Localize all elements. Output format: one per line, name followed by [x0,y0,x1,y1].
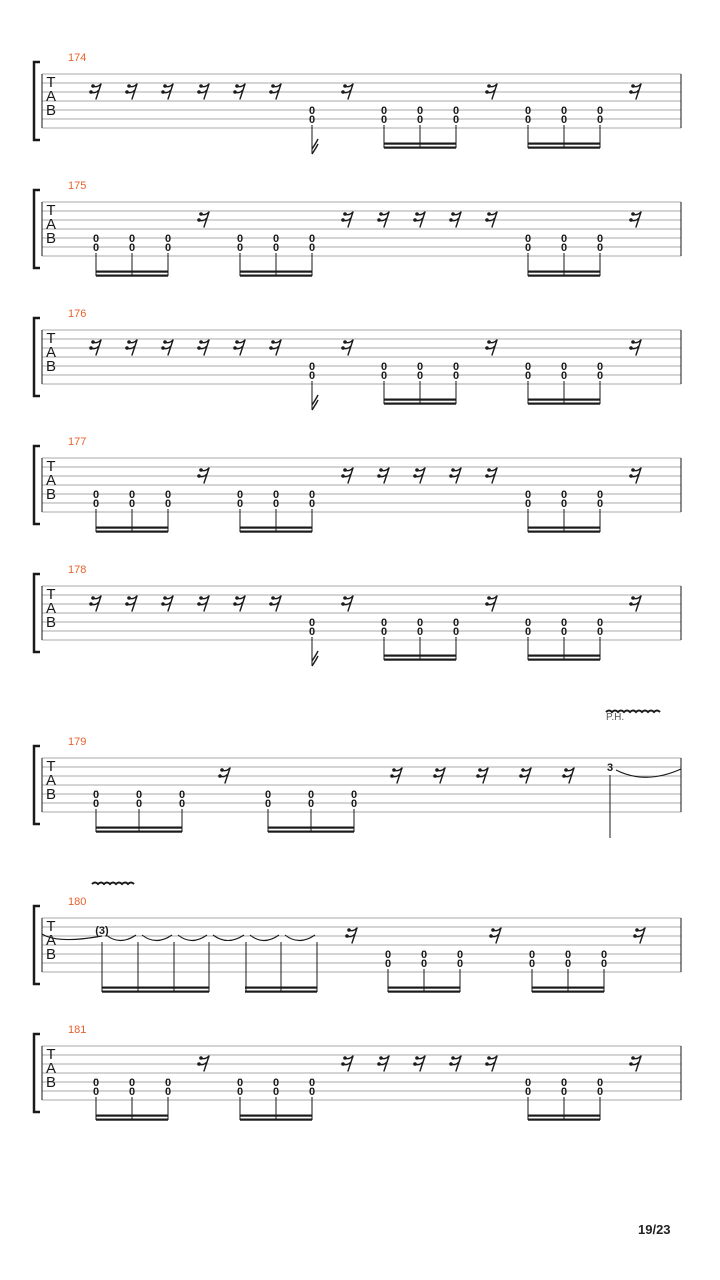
tab-clef-letter: A [45,1060,57,1077]
fret-number: 0 [560,489,568,501]
fret-number: 0 [560,370,568,382]
measure-number: 181 [68,1024,87,1036]
fret-number: 0 [164,1077,172,1089]
fret-number: 0 [452,370,460,382]
beam [528,527,600,529]
fret-number: 0 [308,626,316,638]
fret-number: 0 [307,798,315,810]
fret-number: 0 [307,789,315,801]
beam [528,399,600,401]
fret-number: 0 [264,798,272,810]
beam [532,987,604,989]
fret-number: 0 [524,1086,532,1098]
fret-number: 0 [524,1077,532,1089]
beam [528,655,600,657]
beam [96,831,182,833]
fret-number: 0 [92,789,100,801]
tab-clef-letter: T [46,330,56,347]
fret-number: 0 [236,498,244,510]
fret-number: 0 [380,361,388,373]
fret-number: 0 [272,1077,280,1089]
fret-number: 0 [560,1086,568,1098]
fret-number: 0 [308,114,316,126]
fret-number: 0 [380,114,388,126]
fret-number: 0 [178,798,186,810]
fret-number: 0 [596,114,604,126]
fret-number: 0 [416,114,424,126]
fret-number: 0 [380,626,388,638]
fret-number: 0 [600,958,608,970]
beam [240,531,312,533]
beam [384,403,456,405]
beam [102,987,209,989]
tab-clef-letter: B [45,230,57,247]
tab-clef-letter: A [45,472,57,489]
tab-clef-letter: T [46,458,56,475]
beam [102,991,209,993]
fret-number: 0 [384,958,392,970]
fret-number: 0 [416,617,424,629]
fret-number: 0 [560,233,568,245]
beam [96,271,168,273]
fret-number: 0 [452,105,460,117]
beam [96,275,168,277]
fret-number: 0 [416,361,424,373]
fret-number: 0 [420,958,428,970]
tab-clef-letter: A [45,932,57,949]
beam [532,991,604,993]
beam [96,531,168,533]
beam [388,991,460,993]
measure-number: 175 [68,180,87,192]
vibrato-line [92,883,134,885]
tab-clef-letter: A [45,216,57,233]
tab-clef-letter: T [46,1046,56,1063]
fret-number: 0 [164,498,172,510]
fret-number: 0 [308,489,316,501]
fret-number: 0 [264,789,272,801]
fret-number: 0 [600,949,608,961]
fret-number: 0 [560,114,568,126]
fret-number: 0 [135,798,143,810]
tab-clef-letter: B [45,102,57,119]
fret-number: 0 [524,114,532,126]
tab-clef-letter: A [45,88,57,105]
beam [240,1119,312,1121]
fret-number: 0 [308,1086,316,1098]
fret-number: 0 [564,958,572,970]
fret-number: 0 [164,489,172,501]
page-number: 19/23 [638,1222,671,1237]
fret-number: 0 [135,789,143,801]
tab-clef-letter: A [45,344,57,361]
fret-number: 0 [236,1086,244,1098]
beam [528,271,600,273]
fret-number: 0 [380,617,388,629]
beam [384,399,456,401]
beam [528,147,600,149]
fret-number: 0 [92,242,100,254]
beam [384,143,456,145]
fret-number: 0 [128,1077,136,1089]
note-flag [312,395,318,410]
fret-number: 0 [416,105,424,117]
fret-number: 0 [596,617,604,629]
fret-number: 0 [596,361,604,373]
beam [528,659,600,661]
system-bracket [34,318,40,396]
measure-number: 180 [68,896,87,908]
fret-number: 0 [164,242,172,254]
system-bracket [34,906,40,984]
tab-clef-letter: B [45,946,57,963]
fret-number: 0 [92,1086,100,1098]
fret-number: 0 [456,958,464,970]
beam [528,1115,600,1117]
fret-number: 0 [560,105,568,117]
fret-number: 0 [528,958,536,970]
fret-number: 0 [236,1077,244,1089]
beam [245,991,317,993]
fret-number: 0 [524,489,532,501]
fret-number: 0 [416,370,424,382]
tab-clef-letter: B [45,614,57,631]
beam [240,271,312,273]
tab-clef-letter: A [45,600,57,617]
fret-number: 0 [560,242,568,254]
fret-number: 0 [164,1086,172,1098]
note-flag [312,139,318,154]
fret-number: 0 [416,626,424,638]
beam [384,147,456,149]
beam [384,655,456,657]
fret-number: 0 [236,233,244,245]
fret-number: 0 [272,489,280,501]
beam [96,1115,168,1117]
fret-number: 0 [452,361,460,373]
fret-number: 0 [308,498,316,510]
beam [528,275,600,277]
fret-number: 0 [596,370,604,382]
fret-number: 0 [308,1077,316,1089]
tab-clef-letter: T [46,758,56,775]
fret-number: 0 [92,1077,100,1089]
fret-number: 0 [560,1077,568,1089]
fret-number: 0 [350,789,358,801]
fret-number: 0 [350,798,358,810]
tab-clef-letter: T [46,918,56,935]
system-bracket [34,746,40,824]
system-bracket [34,190,40,268]
fret-number: 0 [272,498,280,510]
fret-number: 0 [272,233,280,245]
measure-number: 179 [68,736,87,748]
fret-number: 0 [524,233,532,245]
fret-number: 0 [92,233,100,245]
fret-number: 0 [596,233,604,245]
fret-number: 0 [308,617,316,629]
beam [268,827,354,829]
fret-number: 0 [128,233,136,245]
fret-number: 0 [524,105,532,117]
fret-number: 0 [524,626,532,638]
beam [245,987,317,989]
fret-number: 0 [452,114,460,126]
tab-clef-letter: B [45,486,57,503]
fret-number: 0 [92,489,100,501]
measure-number: 177 [68,436,87,448]
tab-clef-letter: T [46,202,56,219]
fret-number: 0 [308,105,316,117]
palm-harmonic-label: P.H. [606,712,625,723]
system-bracket [34,574,40,652]
beam [384,659,456,661]
fret-number: 0 [128,242,136,254]
system-bracket [34,1034,40,1112]
fret-number: 0 [92,498,100,510]
system-bracket [34,446,40,524]
tab-clef-letter: T [46,74,56,91]
fret-number: 0 [308,370,316,382]
measure-number: 174 [68,52,87,64]
beam [528,531,600,533]
fret-number: 0 [308,361,316,373]
beam [240,275,312,277]
fret-number: 0 [452,626,460,638]
fret-number: 0 [236,242,244,254]
fret-number: 3 [606,762,614,774]
fret-number: 0 [524,498,532,510]
fret-number: 0 [308,242,316,254]
fret-number: 0 [308,233,316,245]
fret-number: 0 [380,370,388,382]
note-flag [312,651,318,666]
fret-number: 0 [456,949,464,961]
tab-clef-letter: B [45,1074,57,1091]
fret-number: 0 [560,617,568,629]
beam [268,831,354,833]
beam [528,403,600,405]
measure-number: 176 [68,308,87,320]
fret-number: 0 [384,949,392,961]
fret-number: 0 [560,626,568,638]
fret-number: 0 [128,489,136,501]
fret-number: 0 [164,233,172,245]
tab-clef-letter: A [45,772,57,789]
fret-number: 0 [92,798,100,810]
fret-number: 0 [524,617,532,629]
beam [528,1119,600,1121]
beam [388,987,460,989]
fret-number: 0 [236,489,244,501]
beam [96,1119,168,1121]
beam [528,143,600,145]
fret-number: 0 [272,242,280,254]
beam [240,527,312,529]
fret-number: 0 [380,105,388,117]
system-bracket [34,62,40,140]
fret-number: 0 [564,949,572,961]
beam [240,1115,312,1117]
beam [96,527,168,529]
fret-number: 0 [596,1086,604,1098]
fret-number: 0 [452,617,460,629]
fret-number: 0 [596,242,604,254]
fret-number: 0 [128,1086,136,1098]
fret-number: 0 [420,949,428,961]
fret-number: 0 [528,949,536,961]
fret-number: 0 [596,626,604,638]
fret-number: 0 [524,370,532,382]
measure-number: 178 [68,564,87,576]
tab-clef-letter: T [46,586,56,603]
fret-number: 0 [524,361,532,373]
fret-number: 0 [524,242,532,254]
fret-number: 0 [272,1086,280,1098]
fret-number: 0 [596,1077,604,1089]
tab-clef-letter: B [45,358,57,375]
tab-clef-letter: B [45,786,57,803]
fret-number: 0 [596,489,604,501]
fret-number: 0 [596,105,604,117]
fret-number: 0 [178,789,186,801]
fret-number: 0 [596,498,604,510]
beam [96,827,182,829]
fret-number: 0 [128,498,136,510]
fret-number: 0 [560,498,568,510]
fret-number: 0 [560,361,568,373]
fret-number: (3) [95,925,109,937]
